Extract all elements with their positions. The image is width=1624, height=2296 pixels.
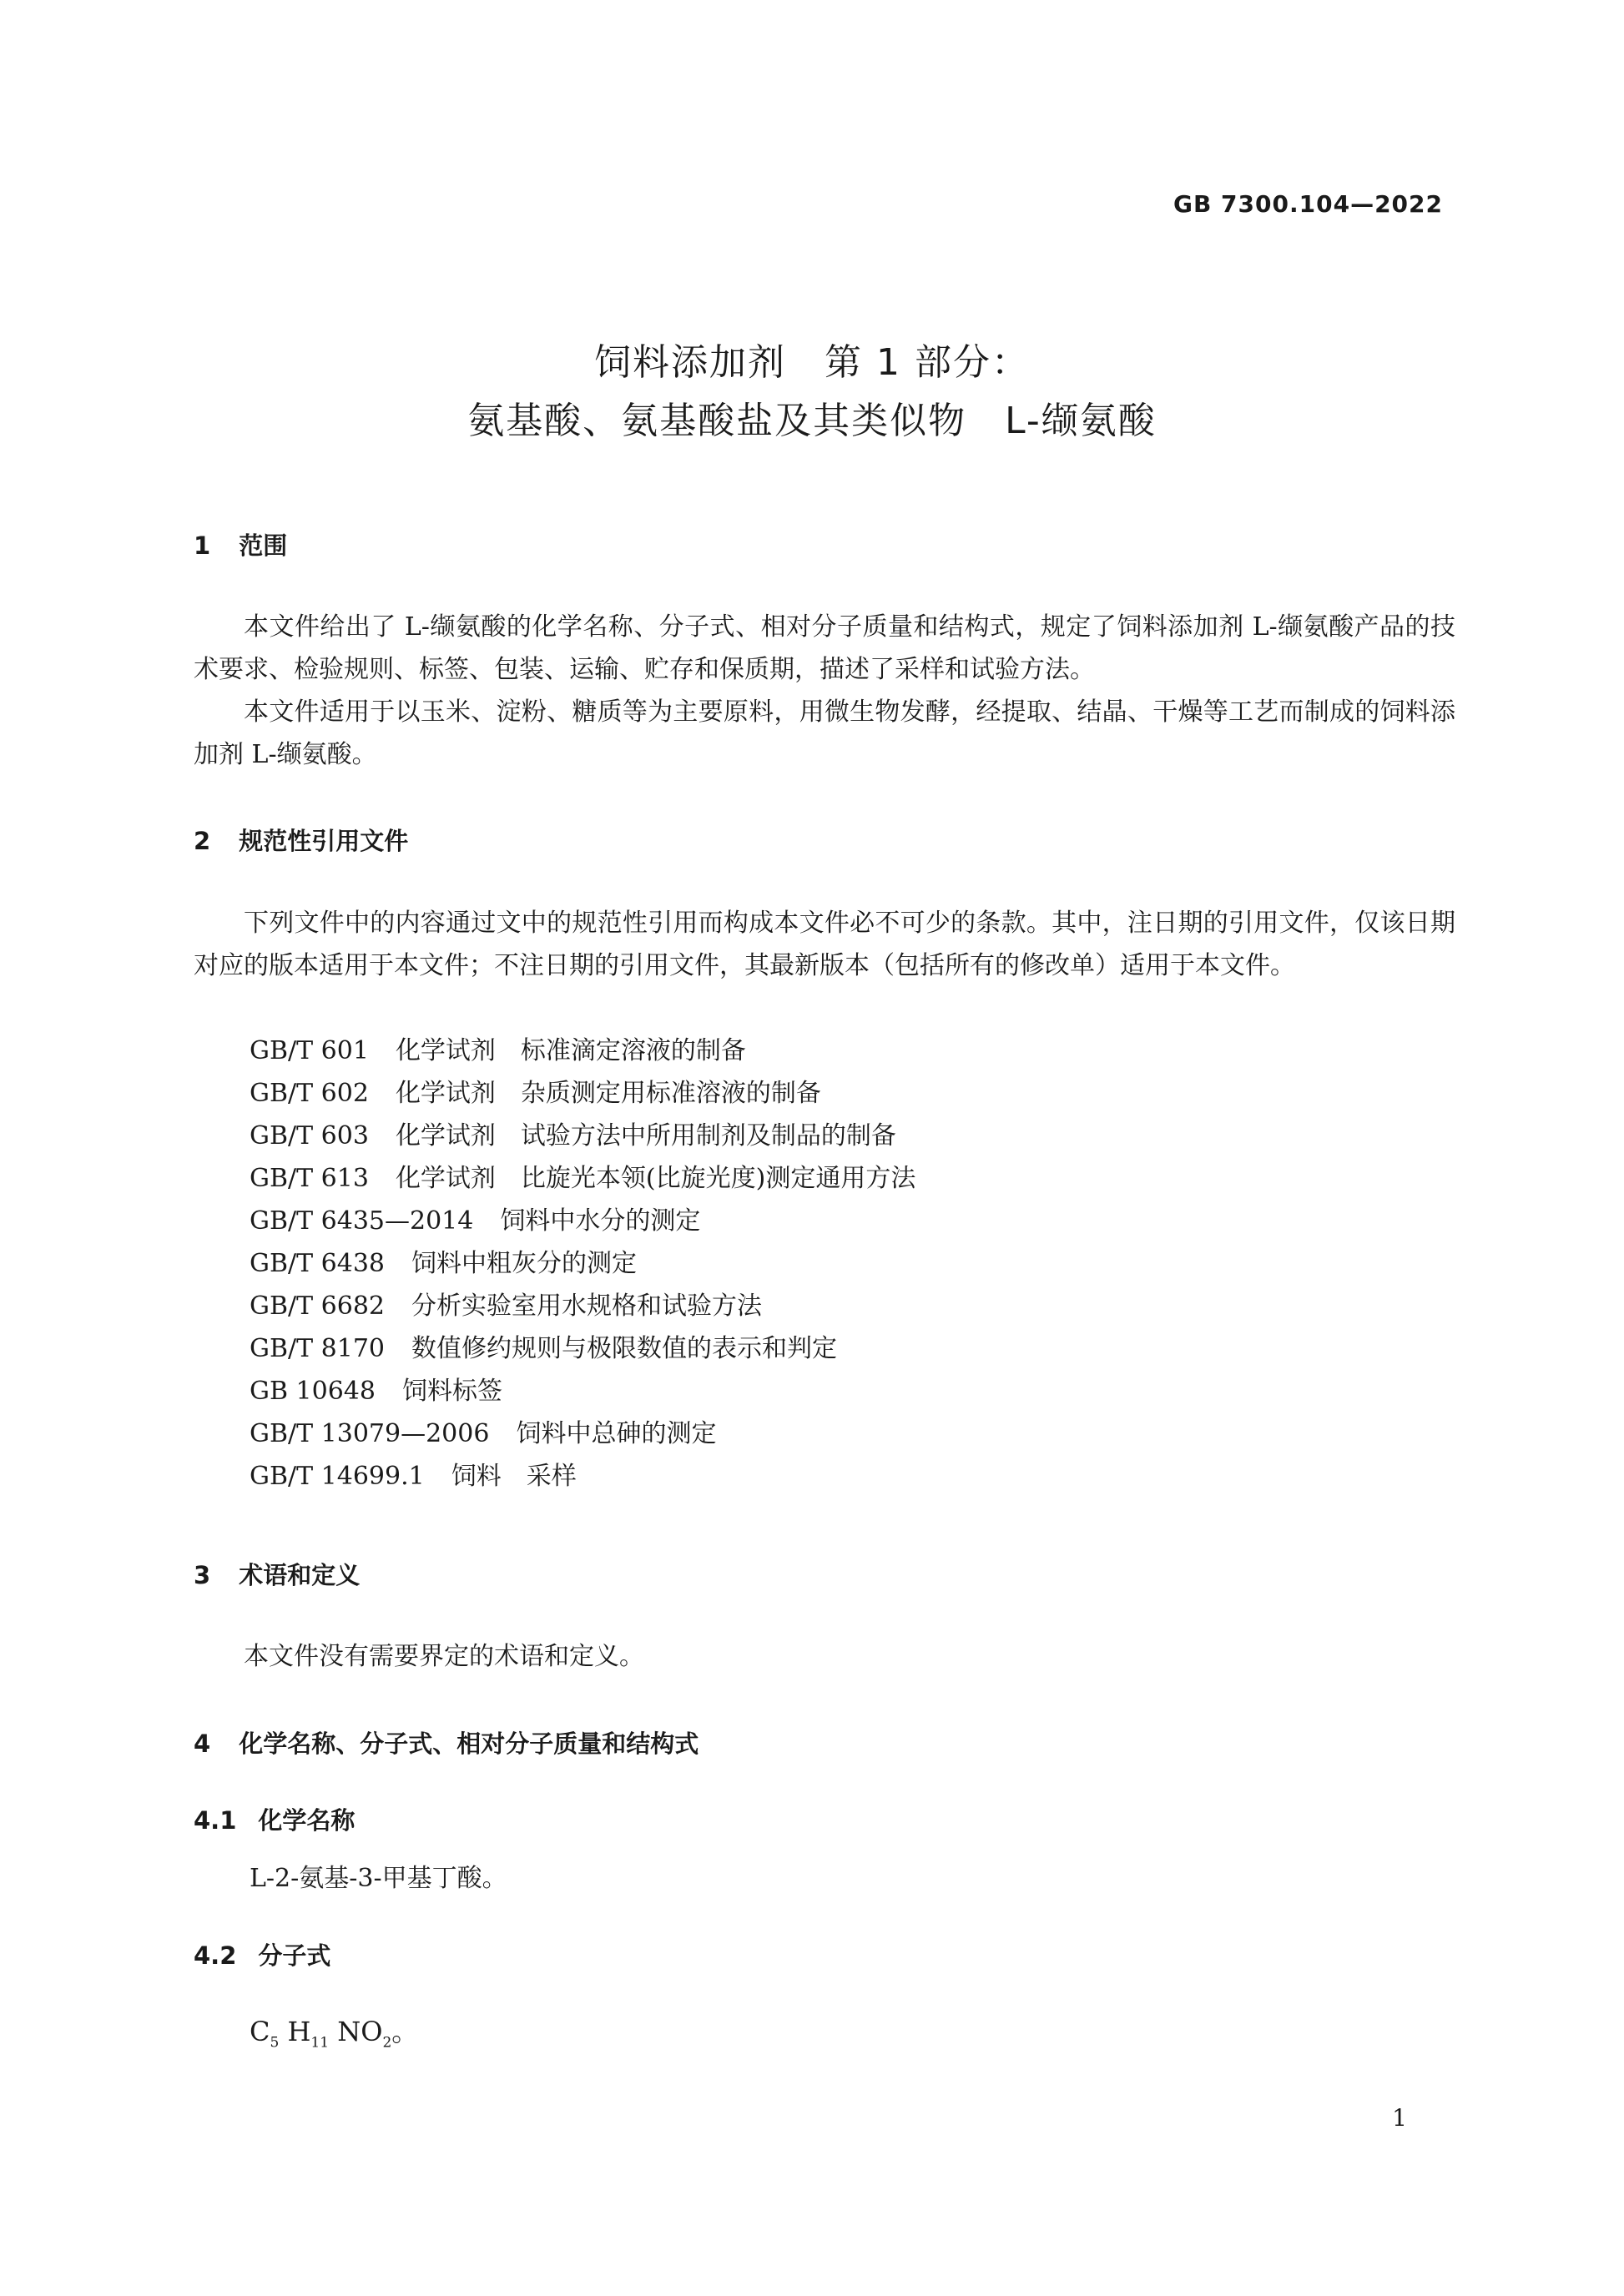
reference-item: [250, 1120, 896, 1153]
section-number: 4: [194, 1730, 211, 1758]
reference-title: 分析实验室用水规格和试验方法: [411, 1292, 763, 1321]
section-title: 术语和定义: [239, 1561, 361, 1589]
section-1-paragraph-2: 本文件适用于以玉米、淀粉、糖质等为主要原料，用微生物发酵，经提取、结晶、干燥等工艺而制成的饲料添加剂 L-缬氨酸。: [194, 697, 1455, 769]
reference-item: [250, 1460, 577, 1493]
reference-code: GB/T 601: [250, 1036, 369, 1065]
reference-code: GB/T 8170: [250, 1334, 386, 1363]
reference-item: [250, 1205, 700, 1238]
reference-item: [250, 1290, 762, 1323]
reference-title: 化学试剂 比旋光本领(比旋光度)测定通用方法: [395, 1164, 916, 1193]
reference-code: GB/T 6438: [250, 1249, 386, 1278]
subsection-title: 分子式: [258, 1941, 331, 1970]
reference-code: GB/T 603: [250, 1121, 369, 1151]
reference-item: [250, 1332, 837, 1366]
reference-code: GB 10648: [250, 1377, 376, 1406]
reference-title: 化学试剂 试验方法中所用制剂及制品的制备: [395, 1121, 896, 1151]
document-title-line-1: 饲料添加剂 第 1 部分：: [594, 341, 1030, 384]
section-3-heading: [194, 1557, 360, 1591]
reference-item: [250, 1077, 821, 1110]
reference-title: 化学试剂 杂质测定用标准溶液的制备: [395, 1079, 821, 1108]
section-2-paragraph-1: 下列文件中的内容通过文中的规范性引用而构成本文件必不可少的条款。其中，注日期的引用文件，仅该日期对应的版本适用于本文件；不注日期的引用文件，其最新版本（包括所有的修改单）适用于本文件。: [194, 909, 1455, 980]
section-1-paragraph-1: 本文件给出了 L-缬氨酸的化学名称、分子式、相对分子质量和结构式，规定了饲料添加剂 L-缬氨酸产品的技术要求、检验规则、标签、包装、运输、贮存和保质期，描述了采样和试验方法。: [194, 612, 1455, 684]
section-1-heading: [194, 527, 287, 561]
subsection-number: 4.1: [194, 1806, 237, 1835]
section-4-heading: [194, 1725, 699, 1760]
section-number: 3: [194, 1561, 211, 1589]
chemical-name: L-2-氨基-3-甲基丁酸。: [250, 1864, 507, 1893]
reference-item: [250, 1417, 716, 1451]
page-number: 1: [1392, 2104, 1407, 2132]
reference-title: 饲料标签: [401, 1377, 502, 1406]
section-title: 规范性引用文件: [239, 827, 409, 855]
reference-code: GB/T 6682: [250, 1292, 386, 1321]
section-number: 1: [194, 531, 211, 560]
reference-item: [250, 1035, 746, 1068]
section-title: 范围: [239, 531, 288, 560]
reference-code: GB/T 6435—2014: [250, 1206, 474, 1236]
reference-title: 饲料中总砷的测定: [516, 1419, 717, 1448]
reference-code: GB/T 13079—2006: [250, 1419, 490, 1448]
section-number: 2: [194, 827, 211, 855]
reference-code: GB/T 602: [250, 1079, 369, 1108]
document-title-line-2: 氨基酸、氨基酸盐及其类似物 L-缬氨酸: [467, 400, 1157, 442]
section-3-paragraph-1: 本文件没有需要界定的术语和定义。: [244, 1642, 644, 1671]
molecular-formula: $C_5$ $H_{11}$ $NO_2$。: [250, 2016, 419, 2052]
reference-title: 饲料 采样: [451, 1462, 577, 1491]
subsection-number: 4.2: [194, 1941, 237, 1970]
reference-item: [250, 1375, 502, 1408]
reference-title: 饲料中水分的测定: [500, 1206, 701, 1236]
reference-code: GB/T 613: [250, 1164, 369, 1193]
reference-title: 饲料中粗灰分的测定: [411, 1249, 638, 1278]
reference-item: [250, 1247, 637, 1281]
section-2-heading: [194, 823, 408, 857]
reference-item: [250, 1162, 915, 1196]
reference-title: 数值修约规则与极限数值的表示和判定: [411, 1334, 838, 1363]
subsection-4-1-heading: [194, 1802, 355, 1836]
reference-title: 化学试剂 标准滴定溶液的制备: [395, 1036, 746, 1065]
reference-code: GB/T 14699.1: [250, 1462, 425, 1491]
section-title: 化学名称、分子式、相对分子质量和结构式: [239, 1730, 699, 1758]
subsection-4-2-heading: [194, 1937, 330, 1971]
standard-number: GB 7300.104—2022: [1173, 190, 1443, 218]
subsection-title: 化学名称: [258, 1806, 356, 1835]
